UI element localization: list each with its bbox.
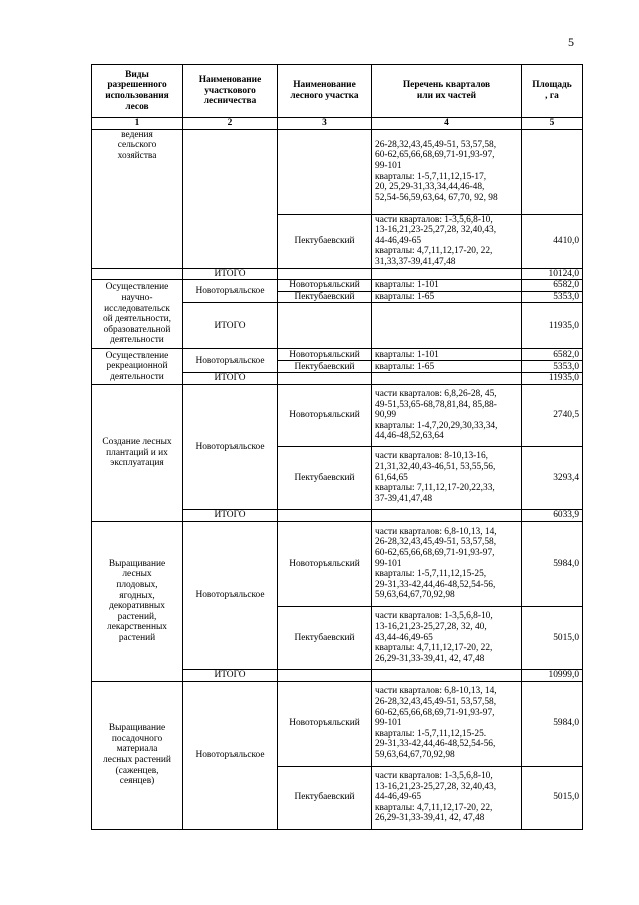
col-number: 3 (278, 118, 372, 130)
header-quarters: Перечень кварталов или их частей (372, 65, 522, 118)
quarters-cell: кварталы: 1-65 (372, 361, 522, 373)
use-type-cell: Создание лесных плантаций и их эксплуатация (92, 384, 183, 521)
plot-cell: Пектубаевский (278, 446, 372, 509)
district-cell: Новоторъяльское (183, 384, 278, 509)
area-cell: 5984,0 (522, 521, 583, 606)
total-label: ИТОГО (183, 373, 278, 385)
quarters-cell (372, 268, 522, 280)
district-cell (183, 129, 278, 268)
area-cell: 6582,0 (522, 280, 583, 292)
total-label: ИТОГО (183, 509, 278, 521)
table-row (92, 280, 583, 292)
quarters-cell: части кварталов: 6,8-10,13, 14, 26-28,32,43,45,49-51, 53,57,58, 60-62,65,66,68,69,71-91,93-97, 99-101 кварталы: 1-5,7,11,12,15-25. 29-31,33-42,44,46-48,52,54-56, 59,63,64,67,70,92,98 (372, 681, 522, 766)
table-row (92, 681, 583, 766)
plot-cell (278, 268, 372, 280)
area-cell: 3293,4 (522, 446, 583, 509)
plot-cell (278, 303, 372, 349)
quarters-cell: части кварталов: 1-3,5,6,8-10, 13-16,21,23-25,27,28, 32,40,43, 44-46,49-65 кварталы: 4,7,11,12,17-20, 22, 31,33,37-39,41,47,48 (372, 214, 522, 268)
table-row (92, 349, 583, 361)
quarters-cell: кварталы: 1-101 (372, 280, 522, 292)
quarters-cell: части кварталов: 1-3,5,6,8-10, 13-16,21,23-25,27,28, 32, 40, 43,44-46,49-65 кварталы: 4,7,11,12,17-20, 22, 26,29-31,33-39,41, 42, 47,48 (372, 606, 522, 669)
plot-cell (278, 509, 372, 521)
quarters-cell (372, 303, 522, 349)
quarters-cell: части кварталов: 6,8,26-28, 45, 49-51,53,65-68,78,81,84, 85,88- 90,99 кварталы: 1-4,7,20,29,30,33,34, 44,46-48,52,63,64 (372, 384, 522, 446)
plot-cell (278, 373, 372, 385)
table-row (92, 521, 583, 606)
total-label: ИТОГО (183, 669, 278, 681)
total-area: 11935,0 (522, 373, 583, 385)
forest-use-table (91, 64, 583, 830)
total-label: ИТОГО (183, 268, 278, 280)
plot-cell: Пектубаевский (278, 291, 372, 303)
plot-cell: Пектубаевский (278, 361, 372, 373)
total-row (92, 268, 583, 280)
use-type-cell: Осуществление научно- исследовательск ой деятельности, образовательной деятельности (92, 280, 183, 349)
column-number-row (92, 118, 583, 130)
page-number: 5 (568, 35, 574, 49)
plot-cell: Пектубаевский (278, 606, 372, 669)
col-number: 4 (372, 118, 522, 130)
quarters-cell: части кварталов: 6,8-10,13, 14, 26-28,32,43,45,49-51, 53,57,58, 60-62,65,66,68,69,71-91,93-97, 99-101 кварталы: 1-5,7,11,12,15-25, 29-31,33-42,44,46-48,52,54-56, 59,63,64,67,70,92,98 (372, 521, 522, 606)
plot-cell: Новоторъяльский (278, 349, 372, 361)
total-area: 10124,0 (522, 268, 583, 280)
quarters-cell (372, 509, 522, 521)
plot-cell: Пектубаевский (278, 766, 372, 829)
use-type-cell: Осуществление рекреационной деятельности (92, 349, 183, 385)
quarters-cell (372, 669, 522, 681)
plot-cell: Новоторъяльский (278, 681, 372, 766)
quarters-cell: части кварталов: 1-3,5,6,8-10, 13-16,21,23-25,27,28, 32,40,43, 44-46,49-65 кварталы: 4,7,11,12,17-20, 22, 26,29-31,33-39,41, 42, 47,48 (372, 766, 522, 829)
total-area: 11935,0 (522, 303, 583, 349)
table-row (92, 129, 583, 214)
header-row (92, 65, 583, 118)
col-number: 2 (183, 118, 278, 130)
district-cell: Новоторъяльское (183, 349, 278, 373)
table-row (92, 384, 583, 446)
district-cell: Новоторъяльское (183, 280, 278, 303)
area-cell: 6582,0 (522, 349, 583, 361)
area-cell: 5353,0 (522, 291, 583, 303)
quarters-cell (372, 373, 522, 385)
use-type-cell (92, 268, 183, 280)
total-label: ИТОГО (183, 303, 278, 349)
use-type-cell: ведения сельского хозяйства (92, 129, 183, 268)
header-area: Площадь , га (522, 65, 583, 118)
use-type-cell: Выращивание лесных плодовых, ягодных, декоративных растений, лекарственных растений (92, 521, 183, 681)
quarters-cell: кварталы: 1-65 (372, 291, 522, 303)
plot-cell (278, 129, 372, 214)
header-use-type: Виды разрешенного использования лесов (92, 65, 183, 118)
plot-cell: Новоторъяльский (278, 521, 372, 606)
header-plot: Наименование лесного участка (278, 65, 372, 118)
area-cell: 2740,5 (522, 384, 583, 446)
area-cell: 5353,0 (522, 361, 583, 373)
col-number: 5 (522, 118, 583, 130)
plot-cell: Новоторъяльский (278, 384, 372, 446)
plot-cell: Пектубаевский (278, 214, 372, 268)
quarters-cell: 26-28,32,43,45,49-51, 53,57,58, 60-62,65,66,68,69,71-91,93-97, 99-101 кварталы: 1-5,7,11,12,15-17, 20, 25,29-31,33,34,44,46-48, 52,54-56,59,63,64, 67,70, 92, 98 (372, 129, 522, 214)
district-cell: Новоторъяльское (183, 521, 278, 669)
area-cell: 5015,0 (522, 606, 583, 669)
district-cell: Новоторъяльское (183, 681, 278, 829)
area-cell: 5015,0 (522, 766, 583, 829)
use-type-cell: Выращивание посадочного материала лесных растений (саженцев, сеянцев) (92, 681, 183, 829)
total-area: 10999,0 (522, 669, 583, 681)
quarters-cell: части кварталов: 8-10,13-16, 21,31,32,40,43-46,51, 53,55,56, 61,64,65 кварталы: 7,11,12,17-20,22,33, 37-39,41,47,48 (372, 446, 522, 509)
area-cell: 5984,0 (522, 681, 583, 766)
total-area: 6033,9 (522, 509, 583, 521)
area-cell (522, 129, 583, 214)
col-number: 1 (92, 118, 183, 130)
plot-cell (278, 669, 372, 681)
area-cell: 4410,0 (522, 214, 583, 268)
header-district: Наименование участкового лесничества (183, 65, 278, 118)
quarters-cell: кварталы: 1-101 (372, 349, 522, 361)
plot-cell: Новоторъяльский (278, 280, 372, 292)
